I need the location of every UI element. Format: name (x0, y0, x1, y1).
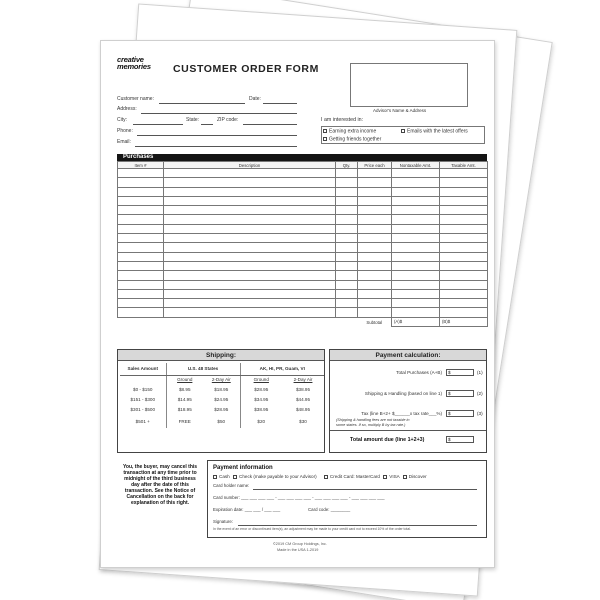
email-field[interactable] (135, 146, 297, 147)
purchase-cell[interactable] (336, 215, 358, 224)
purchase-cell[interactable] (358, 178, 392, 187)
purchase-cell[interactable] (118, 299, 164, 308)
email-label: Email: (117, 139, 131, 145)
purchase-cell[interactable] (392, 308, 440, 317)
purchase-cell[interactable] (164, 224, 336, 233)
date-label: Date: (249, 96, 261, 102)
purchase-cell[interactable] (392, 196, 440, 205)
card-code-field[interactable]: Card code: ________ (308, 507, 351, 512)
signature-field[interactable] (238, 525, 477, 526)
creative-memories-logo: creative memories (117, 55, 151, 71)
purchase-cell[interactable] (336, 234, 358, 243)
interest-option-emails[interactable]: Emails with the latest offers (401, 129, 468, 135)
purchase-cell[interactable] (336, 308, 358, 317)
shipping-cell: $151 - $300 (120, 394, 166, 404)
purchase-cell[interactable] (164, 243, 336, 252)
table-row (118, 187, 488, 196)
purchase-cell[interactable] (118, 196, 164, 205)
purchase-cell[interactable] (336, 280, 358, 289)
payment-methods: Cash Check (make payable to your Advisor) Credit Card: MasterCard VISA Discover (213, 474, 427, 479)
interest-option-income[interactable]: Earning extra income (323, 129, 376, 135)
advisor-caption: Advisor's Name & Address (373, 108, 427, 113)
purchase-cell[interactable] (358, 261, 392, 270)
purchase-cell[interactable] (440, 299, 488, 308)
shipping-subheader: 2-Day Air (203, 375, 240, 384)
purchase-cell[interactable] (118, 252, 164, 261)
city-field[interactable] (133, 124, 183, 125)
purchase-cell[interactable] (358, 234, 392, 243)
purchase-cell[interactable] (358, 215, 392, 224)
cancellation-notice-panel (117, 460, 203, 538)
purchase-cell[interactable] (336, 178, 358, 187)
purchase-cell[interactable] (440, 215, 488, 224)
shipping-cell: $50 (203, 414, 240, 428)
purchases-table (117, 161, 488, 327)
shipping-header: U.S. 48 States (166, 363, 240, 375)
purchase-cell[interactable] (336, 187, 358, 196)
purchase-cell[interactable] (118, 178, 164, 187)
purchase-cell[interactable] (164, 299, 336, 308)
shipping-cell: $38.95 (254, 406, 269, 412)
order-form-sheet (100, 40, 495, 568)
table-row (118, 243, 488, 252)
shipping-cell: $24.95 (203, 394, 240, 404)
purchase-cell[interactable] (392, 243, 440, 252)
purchase-cell[interactable] (358, 280, 392, 289)
interest-label: I am interested in: (321, 117, 364, 123)
purchase-cell[interactable] (392, 271, 440, 280)
purchase-cell[interactable] (336, 196, 358, 205)
shipping-handling-field[interactable]: $ (446, 390, 474, 397)
purchase-cell[interactable] (358, 271, 392, 280)
made-in: Made in the USA 1-2019 (277, 548, 319, 552)
purchase-cell[interactable] (164, 196, 336, 205)
phone-field[interactable] (137, 135, 297, 136)
purchase-cell[interactable] (440, 261, 488, 270)
purchase-cell[interactable] (164, 289, 336, 298)
purchase-cell[interactable] (440, 308, 488, 317)
tax-note: (Shipping & handling fees are not taxable in (336, 418, 410, 422)
column-header: Taxable Amt. (440, 162, 488, 169)
tax-field[interactable]: $ (446, 410, 474, 417)
table-row (118, 234, 488, 243)
purchase-cell[interactable] (440, 280, 488, 289)
shipping-cell: $30 (299, 418, 307, 424)
purchase-cell[interactable] (164, 234, 336, 243)
purchase-cell[interactable] (392, 187, 440, 196)
fine-print: In the event of an error or discontinued item(s), an adjustment may be made to your credit card not to exceed 10% of the order total. (213, 527, 411, 531)
cancellation-notice: You, the buyer, may cancel this transaction at any time prior to midnight of the third business day after the date of this transaction. See the Notice of Cancellation on the back for explanation of this right. (122, 464, 198, 506)
total-purchases-field[interactable]: $ (446, 369, 474, 376)
purchase-cell[interactable] (392, 224, 440, 233)
shipping-cell: $38.95 (295, 386, 311, 392)
shipping-cell: $34.95 (254, 396, 269, 402)
purchase-cell[interactable] (118, 206, 164, 215)
purchase-cell[interactable] (392, 261, 440, 270)
shipping-cell: $44.95 (295, 396, 311, 402)
purchase-cell[interactable] (164, 261, 336, 270)
column-header: Price each (358, 162, 392, 169)
purchase-cell[interactable] (164, 206, 336, 215)
shipping-row (120, 394, 324, 404)
purchase-cell[interactable] (358, 169, 392, 178)
purchase-cell[interactable] (118, 243, 164, 252)
purchase-cell[interactable] (440, 271, 488, 280)
purchase-cell[interactable] (118, 234, 164, 243)
purchase-cell[interactable] (164, 252, 336, 261)
card-number-field[interactable]: Card number: ___ ___ ___ ___ - ___ ___ ___ ___ - ___ ___ ___ ___ - ___ ___ ___ ___ (213, 495, 385, 500)
purchase-cell[interactable] (392, 169, 440, 178)
table-row (118, 206, 488, 215)
purchase-cell[interactable] (440, 289, 488, 298)
purchase-cell[interactable] (118, 261, 164, 270)
table-row (118, 261, 488, 270)
purchase-cell[interactable] (336, 252, 358, 261)
purchases-header: Purchases (117, 154, 487, 161)
table-row (118, 271, 488, 280)
table-row (118, 289, 488, 298)
checkbox-icon[interactable] (233, 475, 237, 479)
shipping-cell: $0 - $150 (120, 384, 166, 394)
shipping-row (120, 414, 324, 428)
purchase-cell[interactable] (118, 271, 164, 280)
table-row (118, 299, 488, 308)
payment-information-panel (207, 460, 487, 538)
shipping-cell: FREE (178, 418, 191, 424)
purchase-cell[interactable] (336, 261, 358, 270)
checkbox-icon[interactable] (403, 475, 407, 479)
total-purchases-label: Total Purchases (A+B) (396, 370, 442, 375)
purchase-cell[interactable] (440, 224, 488, 233)
purchase-cell[interactable] (358, 289, 392, 298)
purchase-cell[interactable] (164, 271, 336, 280)
shipping-cell: $501 + (120, 414, 166, 428)
table-row (118, 308, 488, 317)
phone-label: Phone: (117, 128, 133, 134)
customer-name-label: Customer name: (117, 96, 154, 102)
purchase-cell[interactable] (392, 280, 440, 289)
shipping-row (120, 404, 324, 414)
shipping-handling-label: Shipping & Handling (based on line 1) (364, 391, 442, 396)
table-row (118, 196, 488, 205)
purchase-cell[interactable] (440, 169, 488, 178)
subtotal-a-field[interactable]: (A)$ (392, 317, 440, 326)
purchase-cell[interactable] (358, 206, 392, 215)
purchase-cell[interactable] (440, 252, 488, 261)
shipping-cell: $8.95 (179, 386, 191, 392)
purchase-cell[interactable] (164, 280, 336, 289)
purchase-cell[interactable] (392, 234, 440, 243)
purchase-cell[interactable] (358, 187, 392, 196)
purchase-cell[interactable] (392, 178, 440, 187)
purchase-cell[interactable] (118, 280, 164, 289)
purchase-cell[interactable] (118, 215, 164, 224)
purchase-cell[interactable] (358, 196, 392, 205)
purchase-cell[interactable] (164, 308, 336, 317)
subtotal-label: Subtotal (366, 319, 383, 325)
table-row (118, 280, 488, 289)
checkbox-icon[interactable] (401, 129, 405, 133)
checkbox-icon[interactable] (324, 475, 328, 479)
customer-name-field[interactable] (159, 103, 245, 104)
purchase-cell[interactable] (358, 252, 392, 261)
purchase-cell[interactable] (440, 178, 488, 187)
state-field[interactable] (201, 124, 213, 125)
shipping-panel (117, 349, 325, 453)
table-row (118, 178, 488, 187)
shipping-cell: $14.95 (177, 396, 192, 402)
purchase-cell[interactable] (440, 234, 488, 243)
table-row (118, 252, 488, 261)
purchase-cell[interactable] (164, 169, 336, 178)
purchase-cell[interactable] (392, 289, 440, 298)
tax-label: Tax (line B+2+ $______x tax rate___%) (361, 411, 442, 416)
purchase-cell[interactable] (358, 299, 392, 308)
payment-calculation-title: Payment calculation: (330, 350, 486, 361)
expiration-date-field[interactable]: Expiration date: ___ ___ / ___ ___ (213, 507, 281, 512)
column-header: Nontaxable Amt. (392, 162, 440, 169)
shipping-subheader: Ground (177, 377, 193, 383)
payment-calculation-panel: Payment calculation: Total Purchases (A+B) $ (1) Shipping & Handling (based on line 1) $ (2) Tax (line B+2+ $______x tax rate___%) $ (3) (Shipping & handling fees are not taxable in some states. If so, multiply B by tax rate.) Total amount due (line 1+2+3) $ (329, 349, 487, 453)
purchase-cell[interactable] (336, 206, 358, 215)
purchase-cell[interactable] (336, 271, 358, 280)
shipping-cell: $28.95 (203, 404, 240, 414)
purchase-cell[interactable] (118, 169, 164, 178)
date-field[interactable] (263, 103, 297, 104)
shipping-cell: $20 (257, 418, 266, 424)
purchase-cell[interactable] (358, 243, 392, 252)
purchase-cell[interactable] (392, 252, 440, 261)
shipping-cell: $28.95 (254, 386, 269, 392)
purchase-cell[interactable] (336, 224, 358, 233)
purchase-cell[interactable] (392, 215, 440, 224)
column-header: Description (164, 162, 336, 169)
subtotal-b-field[interactable]: (B)$ (440, 317, 488, 326)
purchase-cell[interactable] (440, 187, 488, 196)
card-holder-label: Card holder name: (213, 483, 250, 488)
purchase-cell[interactable] (336, 169, 358, 178)
checkbox-icon[interactable] (323, 137, 327, 141)
purchase-cell[interactable] (440, 206, 488, 215)
purchase-cell[interactable] (164, 178, 336, 187)
page-title: CUSTOMER ORDER FORM (173, 63, 319, 75)
address-label: Address: (117, 106, 137, 112)
purchase-cell[interactable] (358, 224, 392, 233)
purchase-cell[interactable] (164, 187, 336, 196)
purchase-cell[interactable] (392, 299, 440, 308)
signature-label: Signature: (213, 519, 234, 524)
advisor-box[interactable] (350, 63, 468, 107)
state-label: State: (186, 117, 200, 123)
purchase-cell[interactable] (336, 299, 358, 308)
shipping-cell: $301 - $500 (120, 404, 166, 414)
shipping-subheader: Ground (253, 377, 269, 383)
shipping-row (120, 384, 324, 394)
checkbox-icon[interactable] (383, 475, 387, 479)
purchase-cell[interactable] (392, 206, 440, 215)
city-label: City: (117, 117, 127, 123)
shipping-table (120, 363, 324, 428)
copyright: ©2019 CM Group Holdings, Inc. (273, 542, 327, 546)
shipping-header: AK, HI, PR, Guam, VI (240, 363, 324, 375)
total-due-label: Total amount due (line 1+2+3) (350, 437, 425, 443)
purchase-cell[interactable] (118, 187, 164, 196)
zip-field[interactable] (243, 124, 297, 125)
divider (330, 430, 486, 431)
column-header: Item # (118, 162, 164, 169)
column-header: Qty. (336, 162, 358, 169)
zip-label: ZIP code: (217, 117, 239, 123)
table-row (118, 169, 488, 178)
checkbox-icon[interactable] (213, 475, 217, 479)
shipping-cell: $18.95 (203, 384, 240, 394)
shipping-header: Sales Amount (120, 363, 166, 375)
total-due-field[interactable]: $ (446, 436, 474, 443)
payment-information-title: Payment information (213, 465, 273, 471)
shipping-cell: $18.95 (177, 406, 192, 412)
purchase-cell[interactable] (440, 243, 488, 252)
purchase-cell[interactable] (164, 215, 336, 224)
purchase-cell[interactable] (118, 308, 164, 317)
purchase-cell[interactable] (358, 308, 392, 317)
table-row (118, 215, 488, 224)
address-field[interactable] (141, 113, 297, 114)
purchase-cell[interactable] (440, 196, 488, 205)
tax-note: some states. If so, multiply B by tax rate.) (336, 423, 406, 427)
checkbox-icon[interactable] (323, 129, 327, 133)
card-holder-field[interactable] (253, 489, 477, 490)
purchase-cell[interactable] (118, 224, 164, 233)
shipping-cell: $48.95 (295, 406, 311, 412)
interest-option-friends[interactable]: Getting friends together (323, 137, 381, 143)
table-row (118, 224, 488, 233)
shipping-subheader: 2-Day Air (293, 377, 313, 383)
purchase-cell[interactable] (118, 289, 164, 298)
shipping-title: Shipping: (118, 350, 324, 361)
purchase-cell[interactable] (336, 289, 358, 298)
purchase-cell[interactable] (336, 243, 358, 252)
